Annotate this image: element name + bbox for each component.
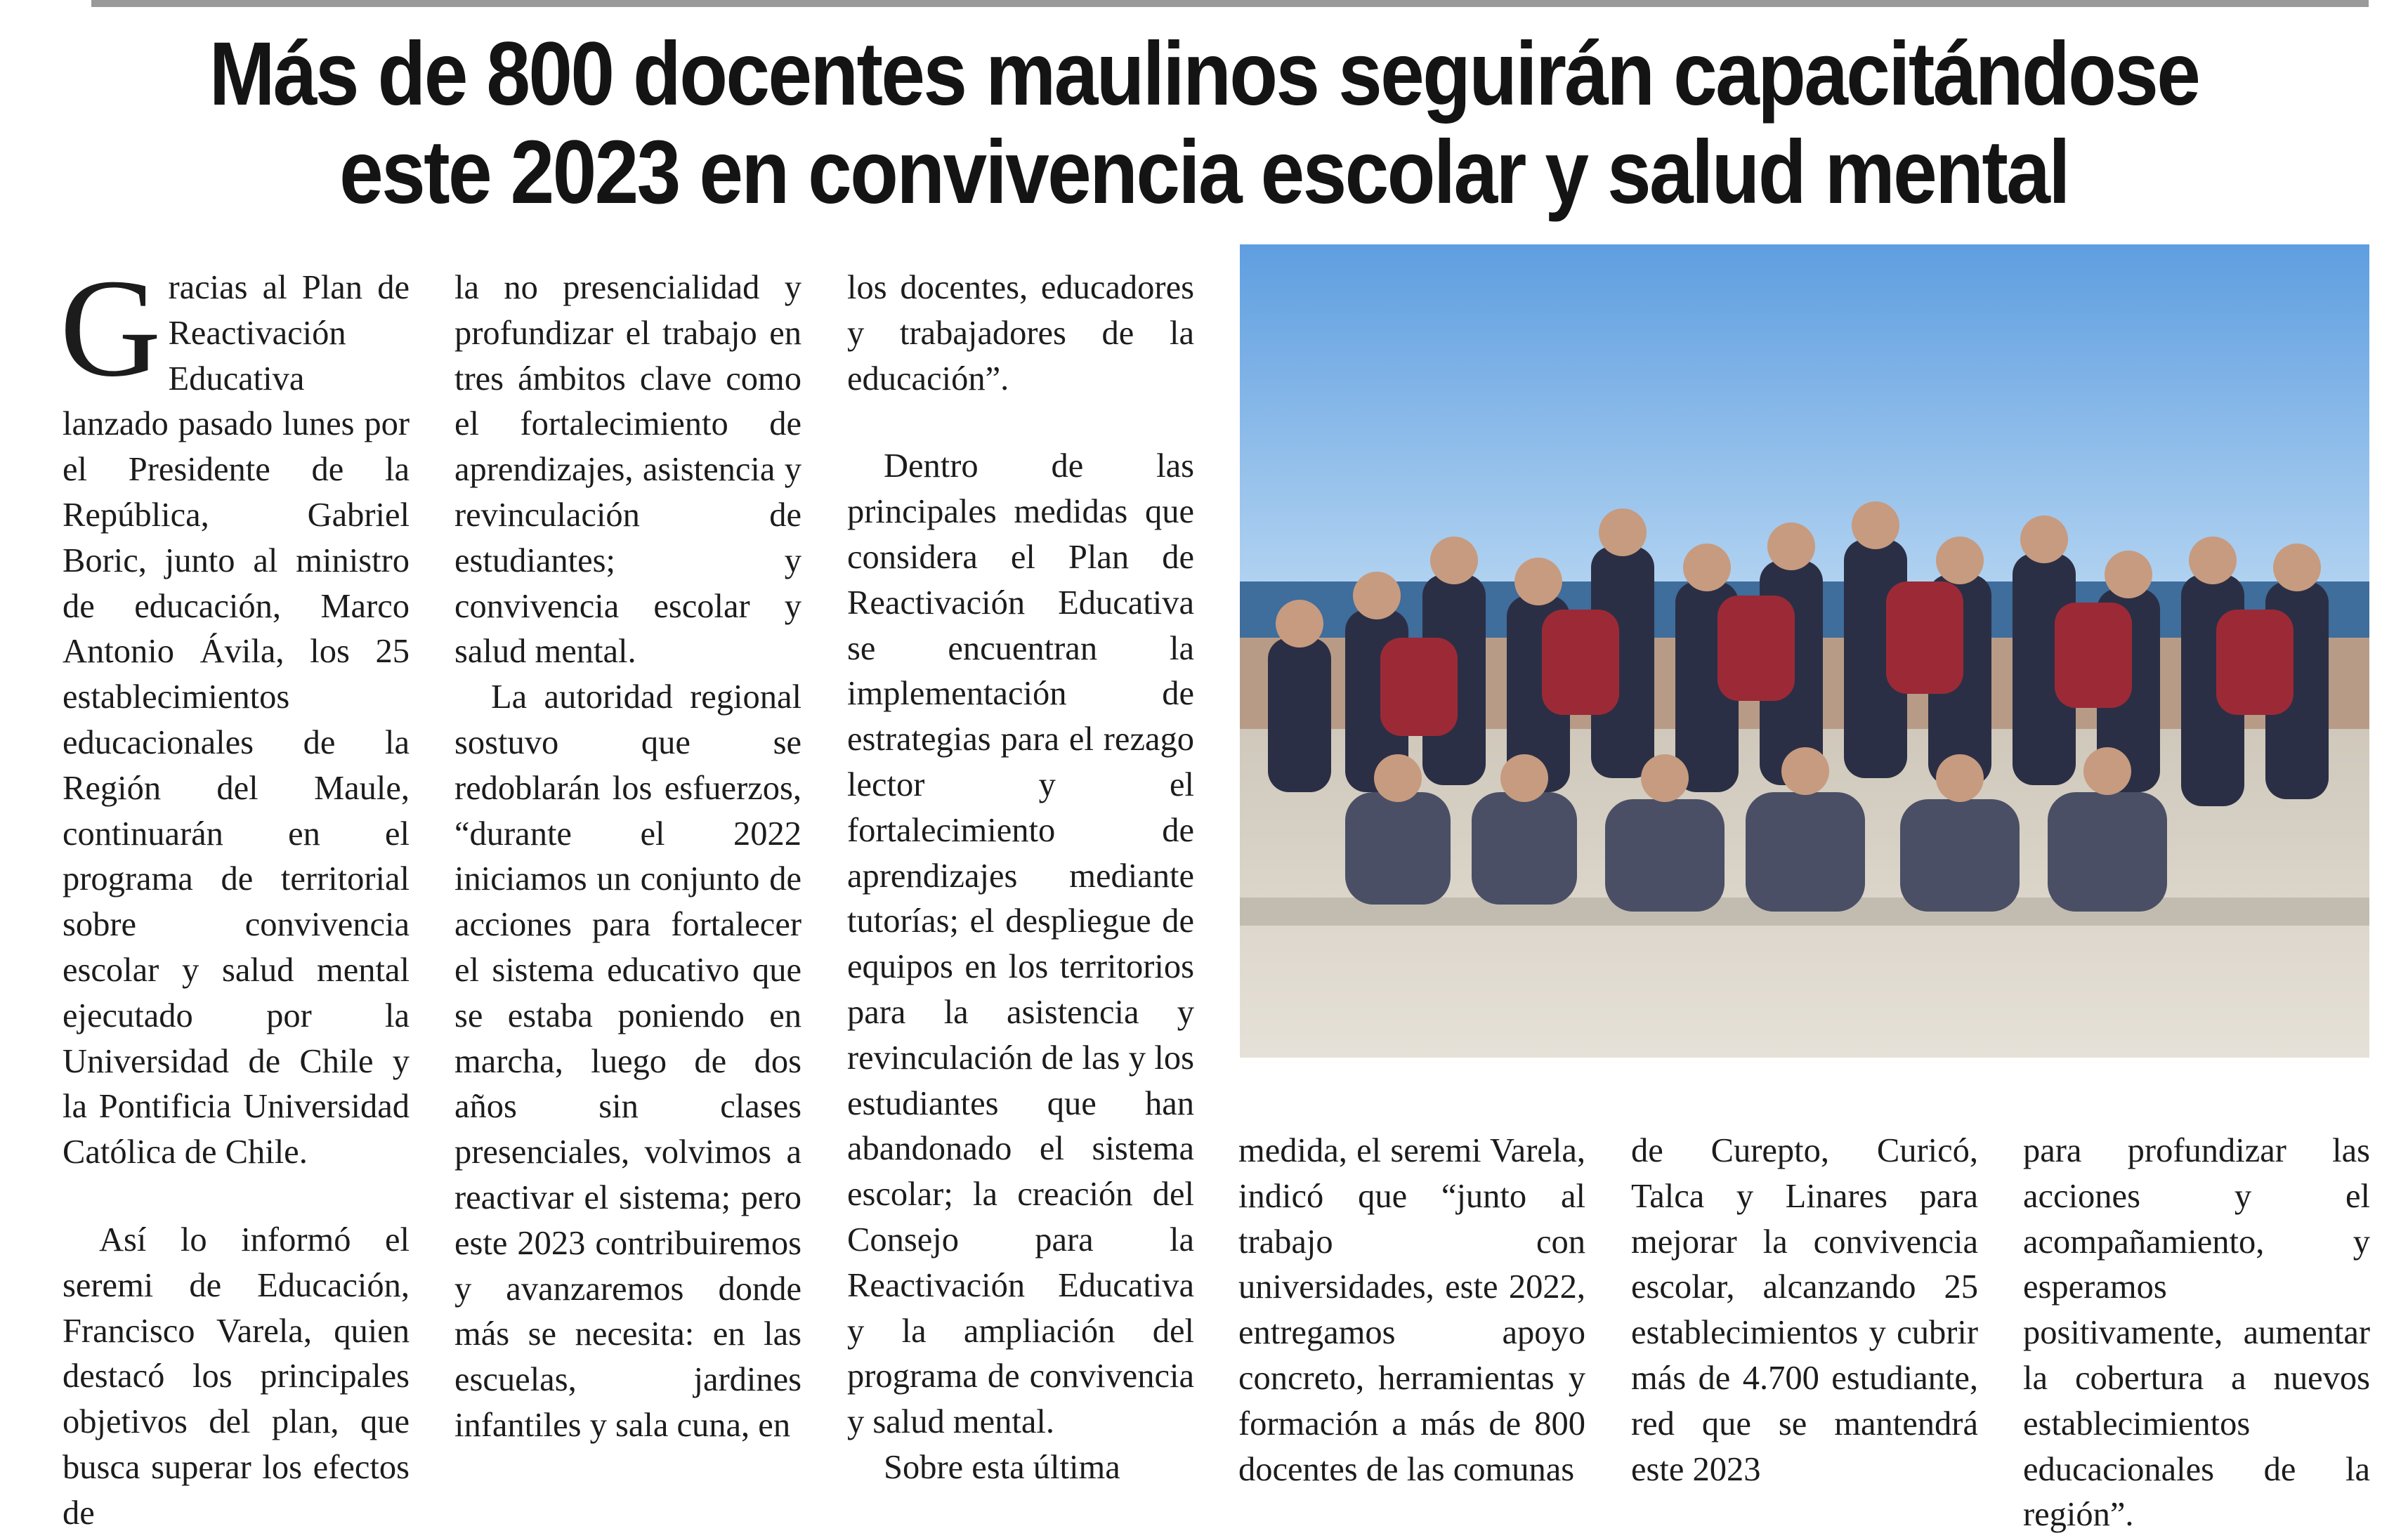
paragraph: La autoridad regional sostuvo que se redoblarán los esfuerzos, “durante el 2022 iniciamos un conjunto de acciones para fortalecer el sistema educativo que se estaba poniendo en marcha, luego de dos años sin clases presenciales, volvimos a reactivar el sistema; pero este 2023 contribuiremos y avanzaremos donde más se necesita: en las escuelas, jardines infantiles y sala cuna, en	[454, 678, 801, 1444]
paragraph: de Curepto, Curicó, Talca y Linares para mejorar la convivencia escolar, alcanzando 25 establecimientos y cubrir más de 4.700 estudiante, red que se mantendrá este 2023	[1631, 1132, 1978, 1488]
paragraph: Sobre esta última	[884, 1448, 1120, 1486]
article-column-2	[454, 265, 801, 1449]
article-column-6	[2023, 1129, 2370, 1538]
paragraph: Así lo informó el seremi de Educación, Francisco Varela, quien destacó los principales objetivos del plan, que busca superar los efectos de	[63, 1221, 410, 1532]
headline-line-2: este 2023 en convivencia escolar y salud mental	[339, 122, 2069, 223]
group-photo-illustration	[1240, 244, 2369, 1058]
article-column-1	[60, 251, 410, 1537]
headline	[181, 25, 2226, 222]
paragraph: la no presencialidad y profundizar el trabajo en tres ámbitos clave como el fortalecimiento de aprendizajes, asistencia y revinculación de estudiantes; y convivencia escolar y salud mental.	[454, 269, 801, 671]
paragraph: medida, el seremi Varela, indicó que “junto al trabajo con universidades, este 2022, entregamos apoyo concreto, herramientas y formación a más de 800 docentes de las comunas	[1238, 1132, 1585, 1488]
article-column-3	[847, 265, 1194, 1491]
paragraph: para profundizar las acciones y el acompañamiento, y esperamos positivamente, aumentar la cobertura a nuevos establecimientos educacionales de la región”.	[2023, 1132, 2370, 1534]
headline-line-1: Más de 800 docentes maulinos seguirán capacitándose	[209, 24, 2199, 124]
group-photo	[1240, 244, 2369, 1058]
paragraph: Dentro de las principales medidas que considera el Plan de Reactivación Educativa se encuentran la implementación de estrategias para el rezago lector y el fortalecimiento de aprendizajes mediante tutorías; el despliegue de equipos en los territorios para la asistencia y revinculación de las y los estudiantes que han abandonado el sistema escolar; la creación del Consejo para la Reactivación Educativa y la ampliación del programa de convivencia y salud mental.	[847, 447, 1194, 1441]
article-column-4	[1238, 1129, 1585, 1492]
article-column-5	[1631, 1129, 1978, 1492]
paragraph: Gracias al Plan de Reactivación Educativa lanzado pasado lunes por el Presidente de la República, Gabriel Boric, junto al ministro de educación, Marco Antonio Ávila, los 25 establecimientos educacionales de la Región del Maule, continuarán en el programa de territorial sobre convivencia escolar y salud mental ejecutado por la Universidad de Chile y la Pontificia Universidad Católica de Chile.	[60, 251, 410, 1171]
paragraph: los docentes, educadores y trabajadores de la educación”.	[847, 269, 1194, 397]
drop-cap: G	[60, 251, 162, 406]
top-rule	[91, 0, 2369, 7]
